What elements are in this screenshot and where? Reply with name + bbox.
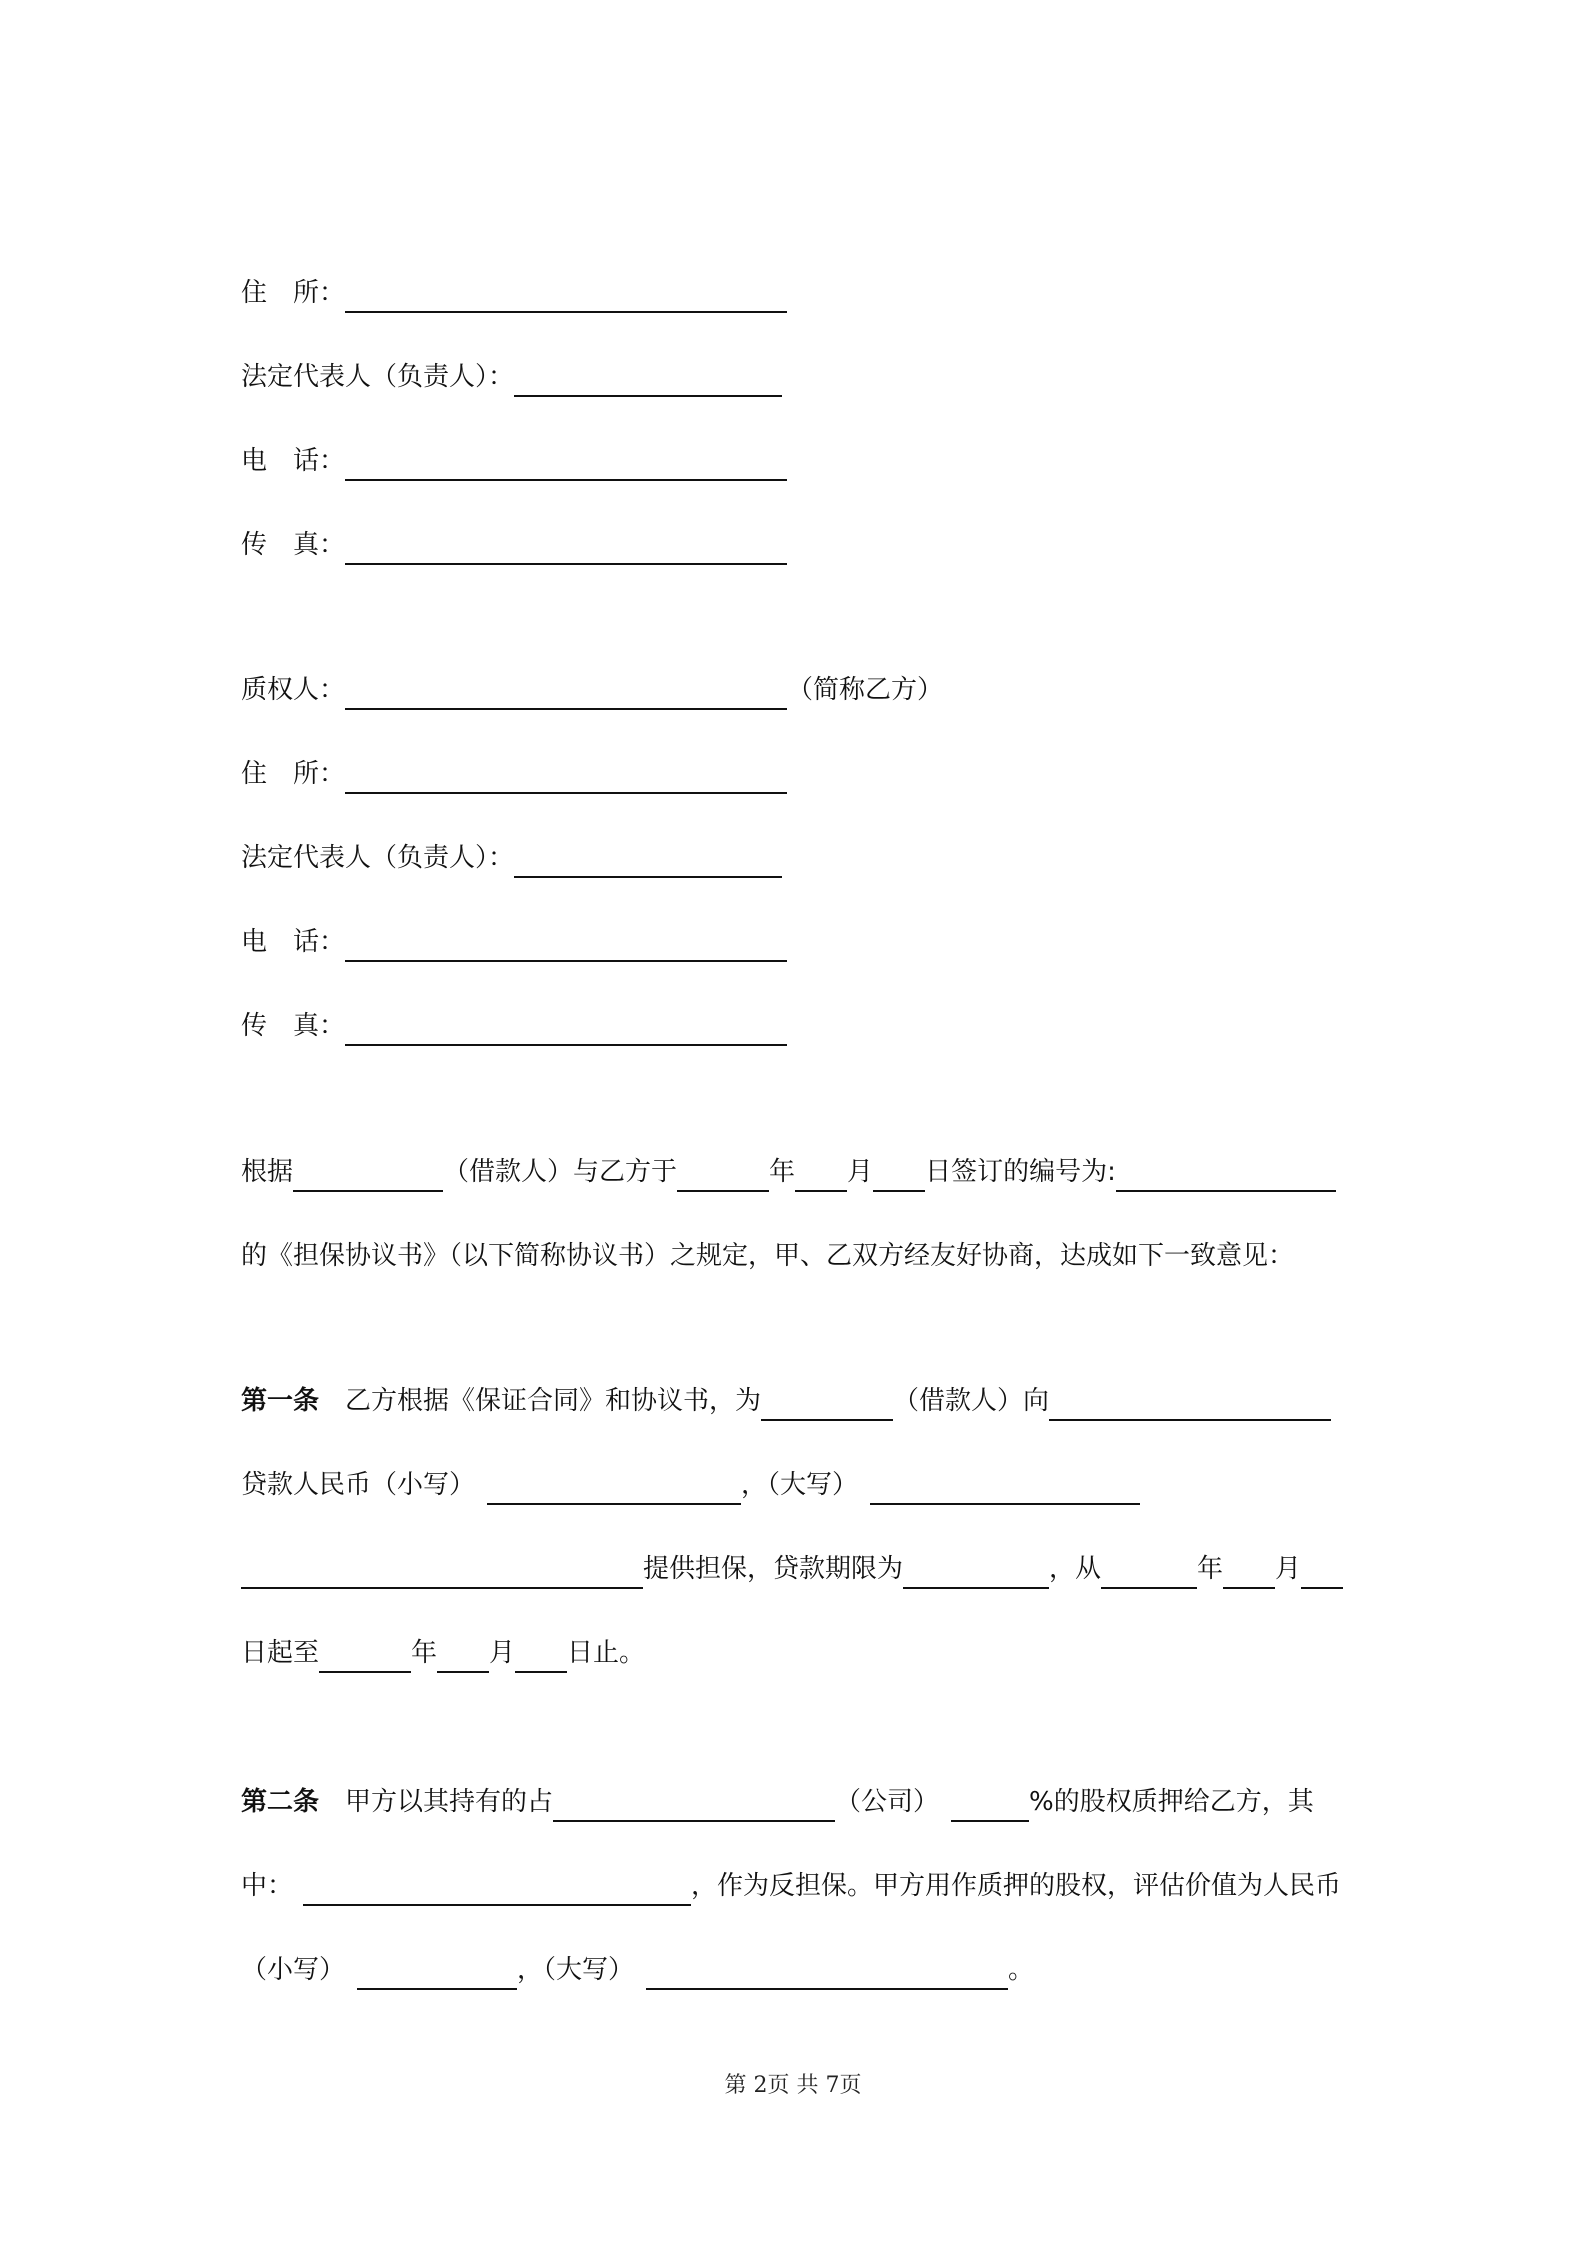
start-year-blank[interactable] — [1101, 1549, 1197, 1589]
party-b-phone-row — [241, 922, 787, 962]
start-day-blank[interactable] — [1301, 1549, 1343, 1589]
preamble-text: 根据 — [241, 1157, 294, 1187]
article-2-text: ，（大写） — [517, 1955, 635, 1985]
amount-numeric-blank[interactable] — [487, 1465, 741, 1505]
end-year-blank[interactable] — [319, 1633, 411, 1673]
article-1-text: ，从 — [1049, 1554, 1102, 1584]
party-a-legal-rep-label: 法定代表人（负责人）： — [241, 362, 515, 392]
page-number-footer: 第 2页 共 7页 — [724, 2073, 862, 2098]
party-b-fax-blank[interactable] — [345, 1006, 787, 1046]
article-1-text: ，（大写） — [741, 1470, 859, 1500]
party-b-fax-label: 传 真： — [241, 1011, 346, 1041]
year-blank[interactable] — [677, 1152, 769, 1192]
article-2-line-2 — [241, 1866, 1341, 1906]
party-b-legal-rep-row — [241, 838, 782, 878]
pledged-equity-blank[interactable] — [303, 1866, 691, 1906]
borrower-blank[interactable] — [761, 1381, 893, 1421]
article-1-line-4 — [241, 1633, 645, 1673]
party-b-name-suffix: （简称乙方） — [787, 675, 944, 705]
article-1-heading: 第一条 — [241, 1386, 320, 1416]
party-a-fax-label: 传 真： — [241, 530, 346, 560]
article-1-text: 日止。 — [567, 1638, 646, 1668]
start-month-blank[interactable] — [1223, 1549, 1275, 1589]
amount-words-blank[interactable] — [870, 1465, 1140, 1505]
day-blank[interactable] — [873, 1152, 925, 1192]
article-1-text: （借款人）向 — [893, 1386, 1050, 1416]
article-2-text: 甲方以其持有的占 — [345, 1787, 554, 1817]
share-percent-blank[interactable] — [951, 1782, 1029, 1822]
article-2-line-1 — [241, 1782, 1314, 1822]
article-1-text: 贷款人民币（小写） — [241, 1470, 476, 1500]
party-b-legal-rep-blank[interactable] — [514, 838, 782, 878]
preamble-text: 年 — [769, 1157, 796, 1187]
article-1-text: 日起至 — [241, 1638, 320, 1668]
party-b-name-label: 质权人： — [241, 675, 346, 705]
party-b-name-row — [241, 670, 943, 710]
end-day-blank[interactable] — [515, 1633, 567, 1673]
article-2-text: %的股权质押给乙方，其 — [1029, 1787, 1314, 1817]
party-b-phone-blank[interactable] — [345, 922, 787, 962]
party-a-legal-rep-blank[interactable] — [514, 357, 782, 397]
party-a-fax-row — [241, 525, 787, 565]
party-b-address-label: 住 所： — [241, 759, 346, 789]
article-2-text: （小写） — [241, 1955, 346, 1985]
amount-words-continued-blank[interactable] — [241, 1549, 643, 1589]
article-2-text: （公司） — [835, 1787, 940, 1817]
end-month-blank[interactable] — [437, 1633, 489, 1673]
article-1-text: 年 — [1197, 1554, 1224, 1584]
party-a-phone-blank[interactable] — [345, 441, 787, 481]
preamble-text: 日签订的编号为: — [925, 1157, 1116, 1187]
month-blank[interactable] — [795, 1152, 847, 1192]
article-2-text: 。 — [1008, 1955, 1035, 1985]
agreement-number-blank[interactable] — [1116, 1152, 1336, 1192]
preamble-text: 的《担保协议书》（以下简称协议书）之规定，甲、乙双方经友好协商，达成如下一致意见： — [241, 1241, 1295, 1271]
borrower-blank[interactable] — [293, 1152, 443, 1192]
party-b-fax-row — [241, 1006, 787, 1046]
article-1-text: 月 — [1275, 1554, 1302, 1584]
article-2-text: 中： — [241, 1871, 294, 1901]
party-a-phone-label: 电 话： — [241, 446, 346, 476]
article-2-line-3 — [241, 1950, 1034, 1990]
article-1-line-2 — [241, 1465, 1140, 1505]
valuation-words-blank[interactable] — [646, 1950, 1008, 1990]
article-1-line-1 — [241, 1381, 1331, 1421]
article-2-heading: 第二条 — [241, 1787, 320, 1817]
party-a-address-blank[interactable] — [345, 273, 787, 313]
preamble-line-1 — [241, 1152, 1336, 1192]
lender-blank[interactable] — [1049, 1381, 1331, 1421]
party-b-legal-rep-label: 法定代表人（负责人）： — [241, 843, 515, 873]
article-1-text: 提供担保，贷款期限为 — [643, 1554, 904, 1584]
party-b-name-blank[interactable] — [345, 670, 787, 710]
article-1-text: 年 — [411, 1638, 438, 1668]
article-2-text: ，作为反担保。甲方用作质押的股权，评估价值为人民币 — [691, 1871, 1342, 1901]
company-blank[interactable] — [553, 1782, 835, 1822]
valuation-numeric-blank[interactable] — [357, 1950, 517, 1990]
preamble-text: （借款人）与乙方于 — [443, 1157, 678, 1187]
party-b-address-blank[interactable] — [345, 754, 787, 794]
loan-term-blank[interactable] — [903, 1549, 1049, 1589]
article-1-text: 月 — [489, 1638, 516, 1668]
preamble-line-2 — [241, 1236, 1294, 1276]
article-1-text: 乙方根据《保证合同》和协议书，为 — [345, 1386, 762, 1416]
party-a-fax-blank[interactable] — [345, 525, 787, 565]
article-1-line-3 — [241, 1549, 1343, 1589]
party-a-phone-row — [241, 441, 787, 481]
party-b-address-row — [241, 754, 787, 794]
party-a-address-label: 住 所： — [241, 278, 346, 308]
party-a-address-row — [241, 273, 787, 313]
party-b-phone-label: 电 话： — [241, 927, 346, 957]
preamble-text: 月 — [847, 1157, 874, 1187]
party-a-legal-rep-row — [241, 357, 782, 397]
